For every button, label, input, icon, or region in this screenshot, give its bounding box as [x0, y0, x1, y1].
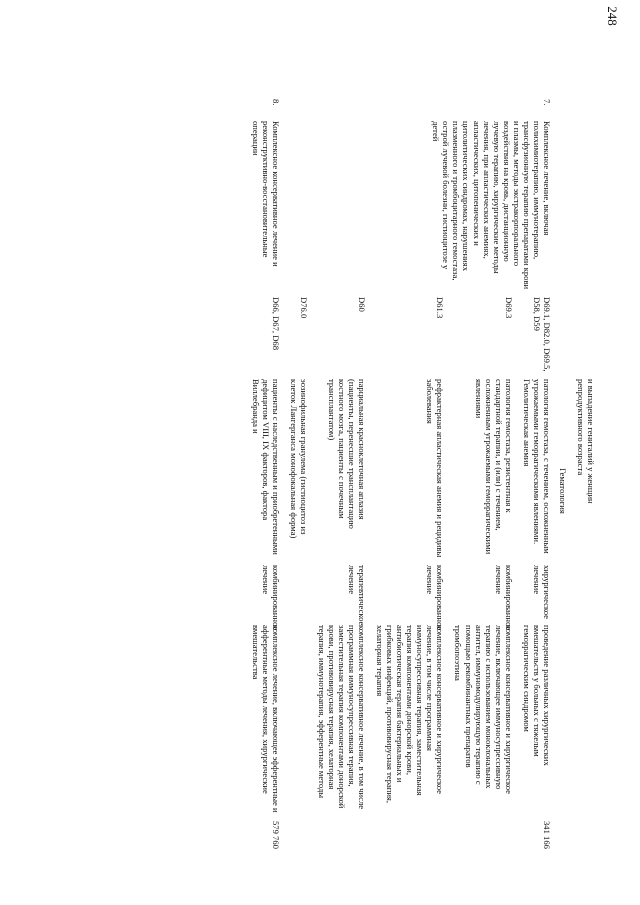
treatment-method: комплексное консервативное лечение, в том числе программная иммуносупрессивная терапия, заместительная терапия компонентами донорской крови, противовирусная терапия, хелаторная терапия, иммунотерапия, эфферентные методы [316, 625, 368, 810]
treatment-method: комплексное лечение, включающее эфферентные и афферентные методы лечения, хирургические вмешательства [250, 625, 281, 813]
rotated-table-wrapper [78, 96, 598, 886]
treatment-type: комбинированное лечение [425, 565, 446, 631]
patient-model: патология гемостаза, с течением, осложненным угрожаемыми геморрагическими явлениями. Гемолитическая анемия [521, 379, 552, 554]
section-title: Гематология [557, 468, 568, 514]
patient-model: эозинофильная гранулема (гистиоцитоз из клеток Лангерганса монофокальная форма) [288, 379, 309, 539]
table-row [520, 96, 554, 886]
patient-model: рефрактерная апластическая анемия и рецидивы заболевания [425, 379, 446, 558]
table-row [249, 96, 287, 886]
treatment-method: проведение различных хирургических вмешательств у больных с тяжелым геморрагическим синдромом [521, 625, 552, 766]
page-number: 248 [605, 6, 620, 26]
continuation-row [570, 96, 598, 886]
disease-code: D69.3 [503, 297, 514, 319]
cost-value: 579 760 [270, 821, 281, 849]
disease-code: D61.3 [435, 297, 446, 319]
row-number: 7. [541, 99, 552, 106]
continuation-model: и выпадение гениталий у женщин репродуктивного возраста [575, 379, 596, 504]
treatment-type: комбинированное лечение [260, 565, 281, 631]
patient-model: патология гемостаза, резистентная к стандартной терапии, и (или) с течением, осложненным угрожаемыми геморрагическими явлениями [473, 379, 514, 555]
disease-code: D76.0 [298, 297, 309, 319]
treatment-type [287, 562, 315, 622]
treatment-type: терапевтическое лечение [347, 565, 368, 626]
disease-code: D66, D67, D68 [270, 297, 281, 350]
patient-model: пациенты с наследственным и приобретенными дефицитом VIII, IX факторов, фактора Виллебранда и [250, 379, 281, 555]
section-row [554, 96, 570, 886]
treatment-name: Комплексное лечение, включая полихимиотерапию, иммунотерапию, трансфузионную терапию препаратами крови и плазмы, методы экстракорпорального воздействия на кровь, дистанционную лучевую терапию, хирургические методы лечения, при апластических анемиях, апластических, цитопенических и цитолитических синдромах, нарушениях плазменного и тромбоцитарного гемостаза, острой лучевой болезни, гистиоцитозе у детей [431, 121, 552, 290]
treatment-type: хирургическое лечение [531, 565, 552, 619]
disease-code: D69.1, D82.0, D69.5, D58, D59 [531, 297, 552, 372]
treatment-type: комбинированное лечение [493, 565, 514, 631]
row-number: 8. [270, 99, 281, 106]
treatment-method: комплексное консервативное и хирургическое лечение, в том числе программная иммуносупрессивная терапия, заместительная терапия компонентами донорской крови, антибиотическая терапия бактериальных и грибковых инфекций, противовирусная терапия, хелаторная терапия [375, 625, 446, 804]
treatment-method [287, 622, 315, 818]
cost-value: 341 166 [541, 821, 552, 849]
treatment-name: Комплексное консервативное лечение и реконструктивно-восстановительные операции [250, 121, 281, 267]
treatment-method: комплексное консервативное и хирургическое лечение, включающее иммуносупрессивную терапию с использованием моноклональных антител, иммуномодулирующую терапию с помощью рекомбинантных препаратов тромбопоэтина [453, 625, 514, 794]
patient-model: парциальная красноклеточная аплазия (пациенты, перенесшие трансплантацию костного мозга, пациенты с почечным трансплантатом) [326, 379, 368, 529]
disease-code: D60 [357, 297, 368, 312]
treatment-table [249, 96, 598, 886]
